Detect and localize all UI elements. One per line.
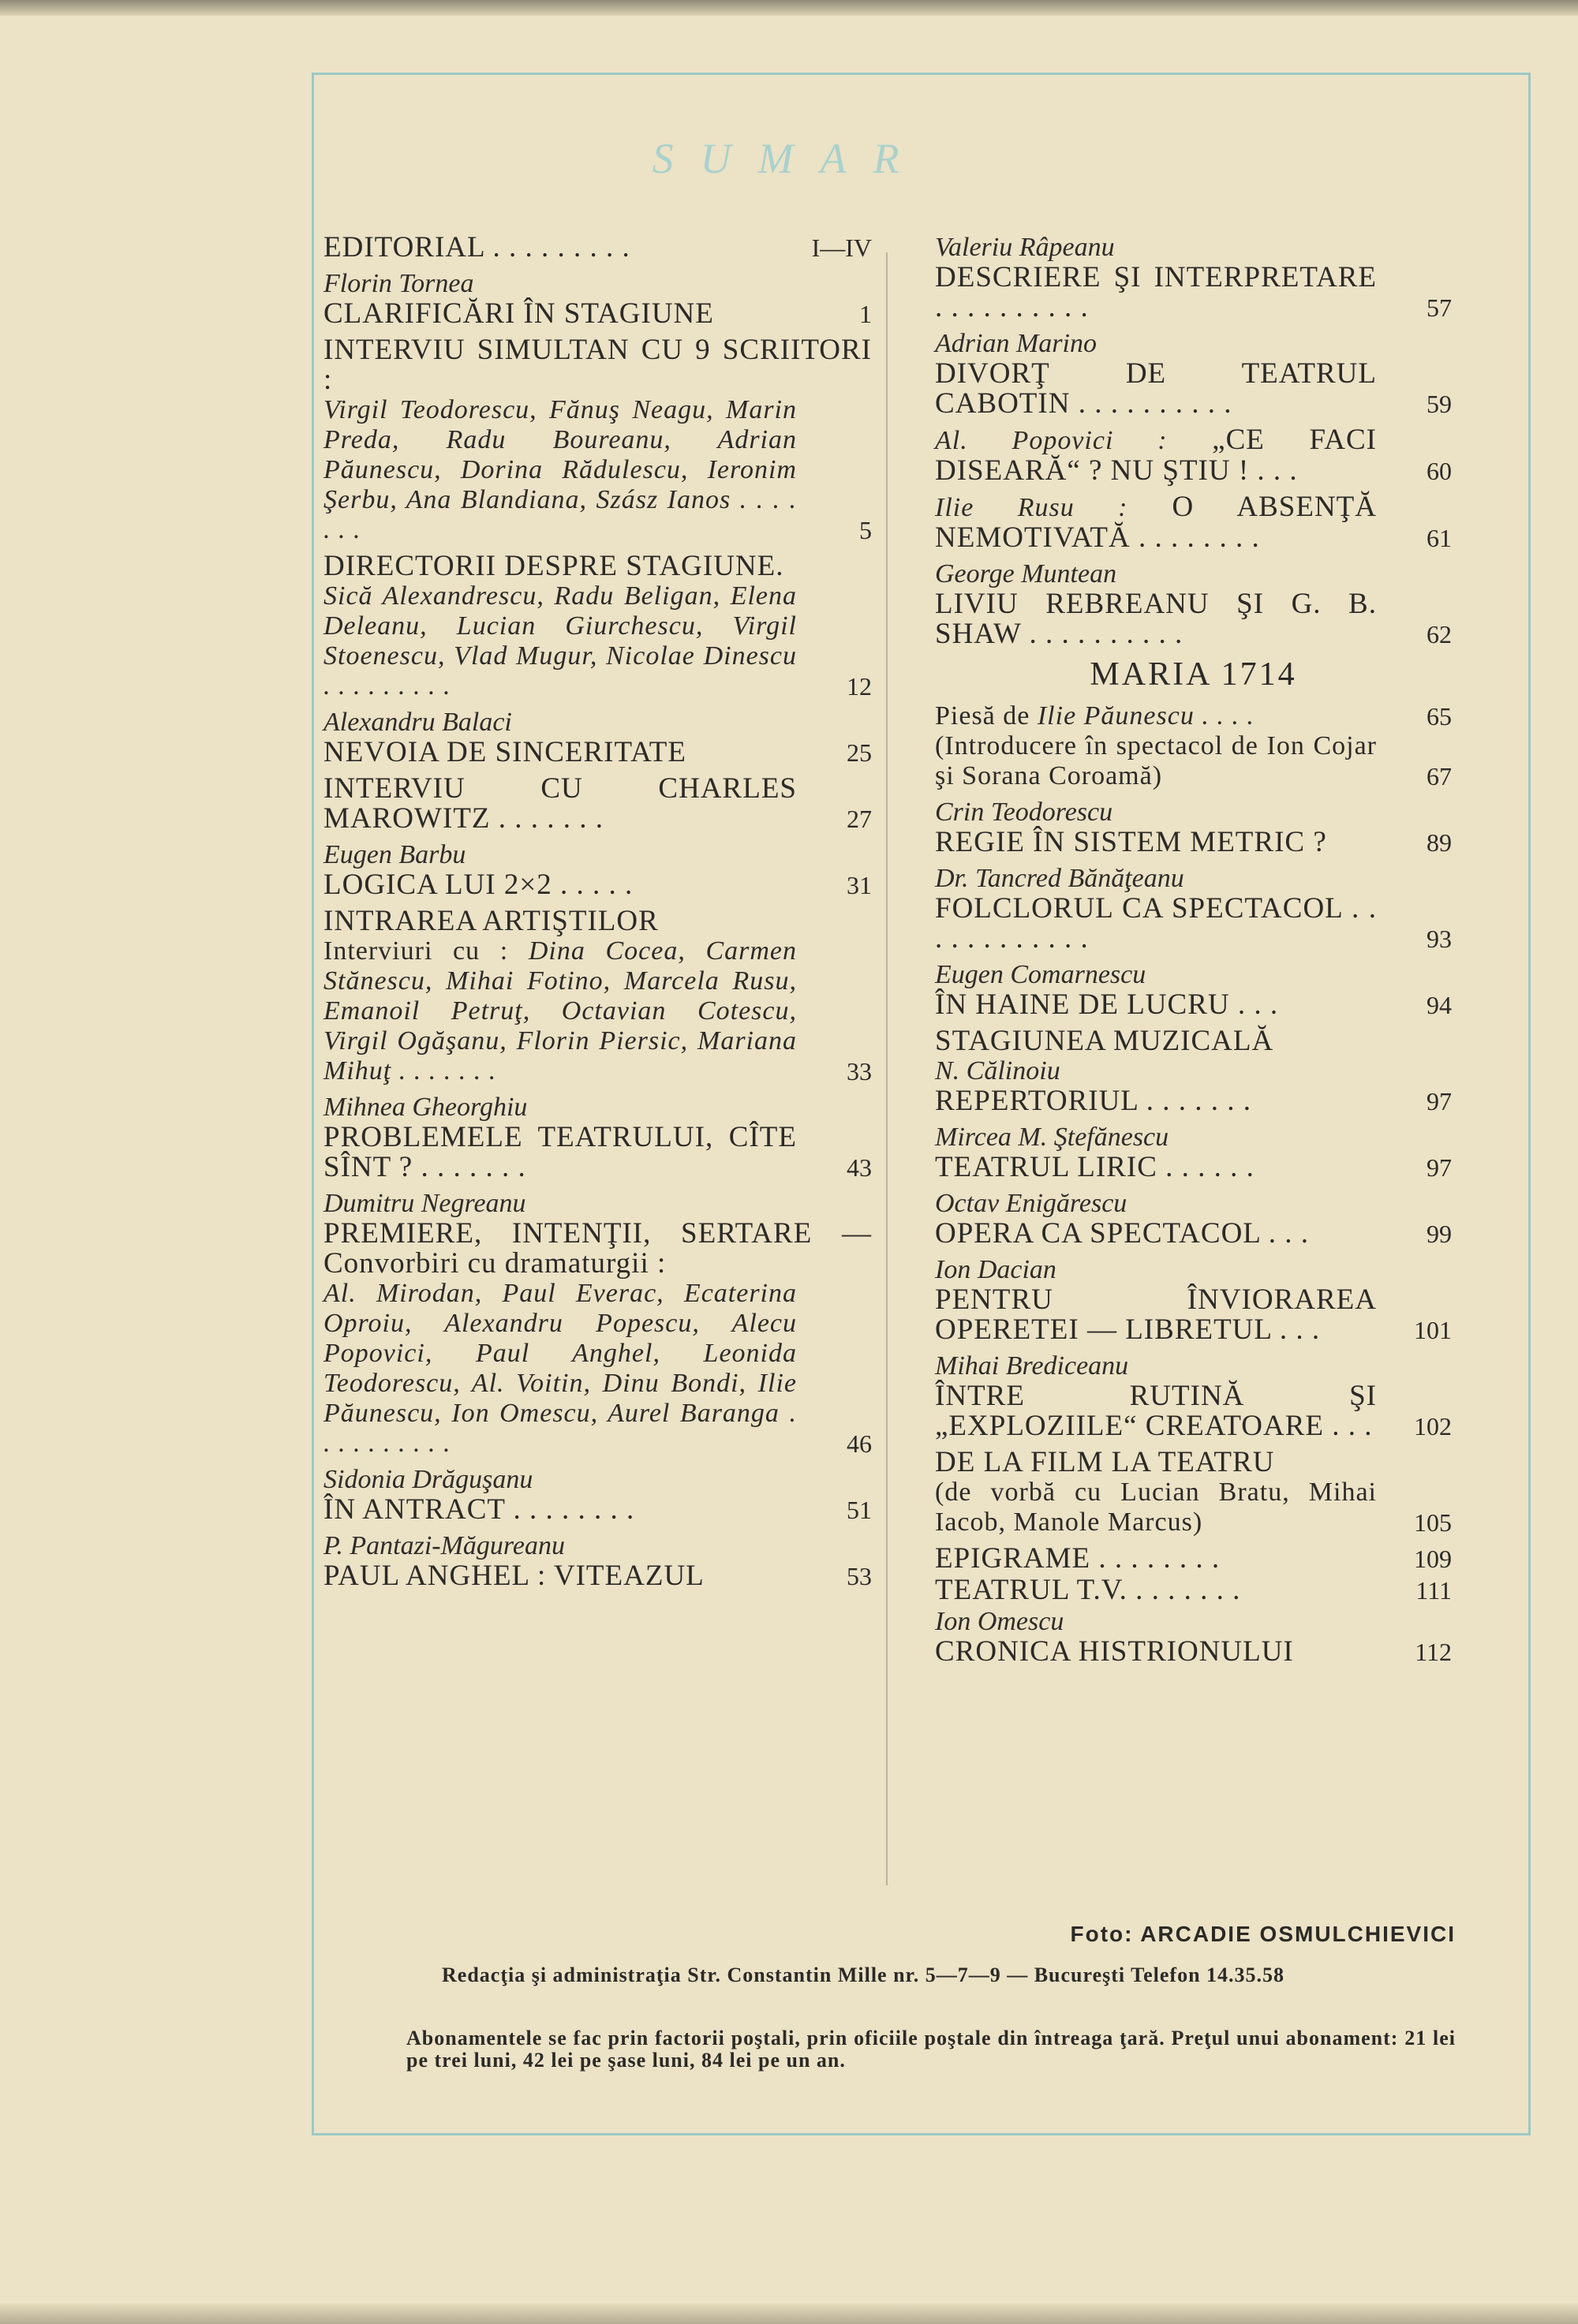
entry-title: PAUL ANGHEL : VITEAZUL xyxy=(323,1560,705,1592)
entry-names: Virgil Teodorescu, Fănuş Neagu, Marin Preda, Radu Boureanu, Adrian Păunescu, Dorina Rădulescu, Ieronim Şerbu, Ana Blandiana, Szász Ianos . . . . . . . xyxy=(323,395,797,544)
toc-entry xyxy=(935,1056,1452,1116)
section-title: MARIA 1714 xyxy=(1090,656,1297,693)
toc-entry xyxy=(935,559,1452,649)
entry-page: 27 xyxy=(847,805,872,833)
entry-author: George Muntean xyxy=(935,559,1117,588)
entry-page: 93 xyxy=(1427,925,1452,953)
page-title: SUMAR xyxy=(652,135,926,182)
toc-entry xyxy=(935,1607,1452,1667)
entry-author: Dumitru Negreanu xyxy=(323,1189,526,1218)
entry-page: 101 xyxy=(1414,1316,1452,1344)
toc-entry xyxy=(935,960,1452,1020)
entry-author: Florin Tornea xyxy=(323,269,474,298)
entry-author: Mircea M. Ştefănescu xyxy=(935,1123,1169,1152)
toc-left-column xyxy=(323,233,872,1597)
editorial-address: Redacţia şi administraţia Str. Constantin Mille nr. 5—7—9 — Bucureşti Telefon 14.35.58 xyxy=(442,1963,1285,1986)
entry-author: N. Călinoiu xyxy=(935,1056,1060,1085)
entry-title xyxy=(935,701,1377,731)
entry-page: 1 xyxy=(859,300,872,328)
entry-title xyxy=(935,492,1377,553)
toc-entry xyxy=(323,1093,872,1183)
toc-entry xyxy=(323,269,872,329)
toc-entry xyxy=(935,864,1452,954)
toc-entry xyxy=(935,425,1452,486)
toc-entry xyxy=(323,335,872,545)
toc-entry xyxy=(323,233,872,263)
entry-page: 46 xyxy=(847,1429,872,1458)
entry-page: I—IV xyxy=(811,234,872,262)
entry-author: P. Pantazi-Măgureanu xyxy=(323,1531,565,1560)
entry-title: INTERVIU CU CHARLES MAROWITZ . . . . . . . xyxy=(323,772,797,835)
entry-names xyxy=(323,936,797,1086)
entry-title: (de vorbă cu Lucian Bratu, Mihai Iacob, Manole Marcus) xyxy=(935,1478,1377,1537)
toc-entry xyxy=(935,1351,1452,1441)
entry-title: LOGICA LUI 2×2 . . . . . xyxy=(323,869,634,901)
entry-title: CRONICA HISTRIONULUI xyxy=(935,1635,1294,1668)
entry-title: (Introducere în spectacol de Ion Cojar şi Sorana Coroamă) xyxy=(935,731,1377,790)
entry-page: 33 xyxy=(847,1057,872,1085)
entry-title: CLARIFICĂRI ÎN STAGIUNE xyxy=(323,297,714,330)
entry-title: ÎN HAINE DE LUCRU . . . xyxy=(935,988,1279,1021)
entry-title: DIVORŢ DE TEATRUL CABOTIN . . . . . . . . . . xyxy=(935,357,1377,420)
entry-page: 97 xyxy=(1427,1087,1452,1115)
entry-title: TEATRUL T.V. . . . . . . . xyxy=(935,1574,1241,1606)
entry-title: EDITORIAL . . . . . . . . . xyxy=(323,231,630,263)
entry-author: Mihai Brediceanu xyxy=(935,1351,1129,1381)
entry-page: 65 xyxy=(1427,702,1452,730)
entry-page: 112 xyxy=(1415,1638,1452,1666)
entry-names: Al. Mirodan, Paul Everac, Ecaterina Oproiu, Alexandru Popescu, Alecu Popovici, Paul Anghel, Leonida Teodorescu, Al. Voitin, Dinu Bondi, Ilie Păunescu, Ion Omescu, Aurel Baranga . . . . . . . . . . xyxy=(323,1279,797,1458)
toc-entry xyxy=(323,551,872,701)
toc-entry xyxy=(935,233,1452,323)
entry-title: LIVIU REBREANU ŞI G. B. SHAW . . . . . . . . . . xyxy=(935,588,1377,650)
entry-title: ÎN ANTRACT . . . . . . . . xyxy=(323,1493,635,1526)
entry-page: 31 xyxy=(847,871,872,899)
entry-page: 102 xyxy=(1414,1412,1452,1440)
entry-title: INTERVIU SIMULTAN CU 9 SCRIITORI : xyxy=(323,334,872,396)
entry-title: PROBLEMELE TEATRULUI, CÎTE SÎNT ? . . . . . . . xyxy=(323,1121,797,1183)
toc-entry xyxy=(935,1189,1452,1249)
entry-names-list: Ilie Păunescu . . . . xyxy=(1037,701,1255,730)
subscription-note: Abonamentele se fac prin factorii poştali, prin oficiile poştale din întreaga ţară. Preţul unui abonament: 21 lei pe trei luni, 42 lei pe şase luni, 84 lei pe un an. xyxy=(406,2027,1456,2072)
entry-title: EPIGRAME . . . . . . . . xyxy=(935,1542,1221,1575)
entry-page: 97 xyxy=(1427,1153,1452,1182)
toc-entry xyxy=(935,1123,1452,1183)
entry-title: DIRECTORII DESPRE STAGIUNE. xyxy=(323,550,784,582)
entry-title: OPERA CA SPECTACOL . . . xyxy=(935,1217,1310,1250)
toc-entry xyxy=(935,701,1452,731)
entry-page: 43 xyxy=(847,1153,872,1182)
entry-page: 94 xyxy=(1427,991,1452,1019)
entry-page: 61 xyxy=(1427,524,1452,552)
entry-page: 109 xyxy=(1414,1545,1452,1573)
entry-author: Sidonia Drăguşanu xyxy=(323,1465,533,1494)
entry-title: TEATRUL LIRIC . . . . . . xyxy=(935,1151,1255,1183)
entry-page: 89 xyxy=(1427,828,1452,857)
toc-entry xyxy=(935,1544,1452,1574)
entry-title: NEVOIA DE SINCERITATE xyxy=(323,736,686,768)
entry-title: DESCRIERE ŞI INTERPRETARE . . . . . . . . . . xyxy=(935,261,1377,323)
toc-entry xyxy=(323,840,872,900)
toc-entry xyxy=(935,1478,1452,1538)
toc-entry xyxy=(935,1448,1452,1478)
entry-author: Al. Popovici : xyxy=(935,426,1168,455)
entry-author: Mihnea Gheorghiu xyxy=(323,1093,528,1122)
toc-entry xyxy=(323,1189,872,1459)
entry-author: Crin Teodorescu xyxy=(935,798,1113,827)
entry-title: REGIE ÎN SISTEM METRIC ? xyxy=(935,826,1327,858)
entry-page: 111 xyxy=(1415,1576,1452,1605)
toc-entry xyxy=(323,774,872,834)
entry-author: Adrian Marino xyxy=(935,329,1097,358)
entry-title: ÎNTRE RUTINĂ ŞI „EXPLOZIILE“ CREATOARE . . . xyxy=(935,1380,1377,1442)
section-title: STAGIUNEA MUZICALĂ xyxy=(935,1025,1274,1057)
entry-page: 105 xyxy=(1414,1508,1452,1537)
page-edge-bottom xyxy=(0,2303,1578,2324)
entry-title: INTRAREA ARTIŞTILOR xyxy=(323,905,659,937)
entry-lead: Piesă de xyxy=(935,701,1030,730)
entry-title-text: „CE FACI DISEARĂ“ ? NU ŞTIU ! . . . xyxy=(935,424,1377,487)
entry-author: Ion Omescu xyxy=(935,1607,1064,1636)
entry-page: 51 xyxy=(847,1496,872,1524)
toc-entry xyxy=(323,906,872,1086)
entry-author: Ilie Rusu : xyxy=(935,493,1128,522)
entry-author: Valeriu Râpeanu xyxy=(935,233,1115,262)
photo-credit: Foto: ARCADIE OSMULCHIEVICI xyxy=(1070,1922,1456,1946)
entry-author: Octav Enigărescu xyxy=(935,1189,1127,1218)
entry-lead: Interviuri cu : xyxy=(323,936,509,966)
toc-entry xyxy=(323,708,872,768)
entry-page: 5 xyxy=(859,516,872,544)
entry-title: REPERTORIUL . . . . . . . xyxy=(935,1085,1252,1117)
toc-entry xyxy=(935,1255,1452,1345)
entry-author: Ion Dacian xyxy=(935,1255,1056,1284)
page-edge-top xyxy=(0,0,1578,16)
entry-page: 25 xyxy=(847,738,872,767)
entry-page: 99 xyxy=(1427,1220,1452,1248)
entry-author: Alexandru Balaci xyxy=(323,708,512,737)
entry-page: 57 xyxy=(1427,293,1452,322)
entry-names: Sică Alexandrescu, Radu Beligan, Elena Deleanu, Lucian Giurchescu, Virgil Stoenescu, Vlad Mugur, Nicolae Dinescu . . . . . . . . . xyxy=(323,581,797,701)
entry-author: Eugen Barbu xyxy=(323,840,466,869)
toc-entry xyxy=(323,1531,872,1591)
entry-title xyxy=(935,425,1377,486)
entry-title: DE LA FILM LA TEATRU xyxy=(935,1446,1275,1478)
entry-title: PENTRU ÎNVIORAREA OPERETEI — LIBRETUL . . . xyxy=(935,1283,1377,1346)
entry-title: PREMIERE, INTENŢII, SERTARE — Convorbiri cu dramaturgii : xyxy=(323,1217,872,1280)
entry-page: 60 xyxy=(1427,457,1452,485)
toc-entry xyxy=(935,492,1452,553)
entry-page: 59 xyxy=(1427,390,1452,418)
entry-title: FOLCLORUL CA SPECTACOL . . . . . . . . . . . . xyxy=(935,892,1377,955)
entry-page: 53 xyxy=(847,1562,872,1590)
entry-names-list: Dina Cocea, Carmen Stănescu, Mihai Fotino, Marcela Rusu, Emanoil Petruţ, Octavian Cotescu, Virgil Ogăşanu, Florin Piersic, Mariana Mihuţ . . . . . . . xyxy=(323,936,798,1085)
entry-author: Dr. Tancred Bănăţeanu xyxy=(935,864,1184,893)
toc-entry xyxy=(935,329,1452,419)
entry-author: Eugen Comarnescu xyxy=(935,960,1146,989)
toc-right-column xyxy=(935,233,1452,1673)
toc-entry xyxy=(935,1026,1452,1056)
toc-entry xyxy=(323,1465,872,1525)
entry-page: 62 xyxy=(1427,620,1452,648)
toc-entry xyxy=(935,731,1452,791)
column-divider xyxy=(886,252,888,1885)
entry-page: 67 xyxy=(1427,762,1452,790)
entry-title-text: O ABSENŢĂ NEMOTIVATĂ . . . . . . . . xyxy=(935,491,1377,554)
toc-entry xyxy=(935,1575,1452,1605)
toc-entry xyxy=(935,798,1452,857)
entry-page: 12 xyxy=(847,672,872,701)
